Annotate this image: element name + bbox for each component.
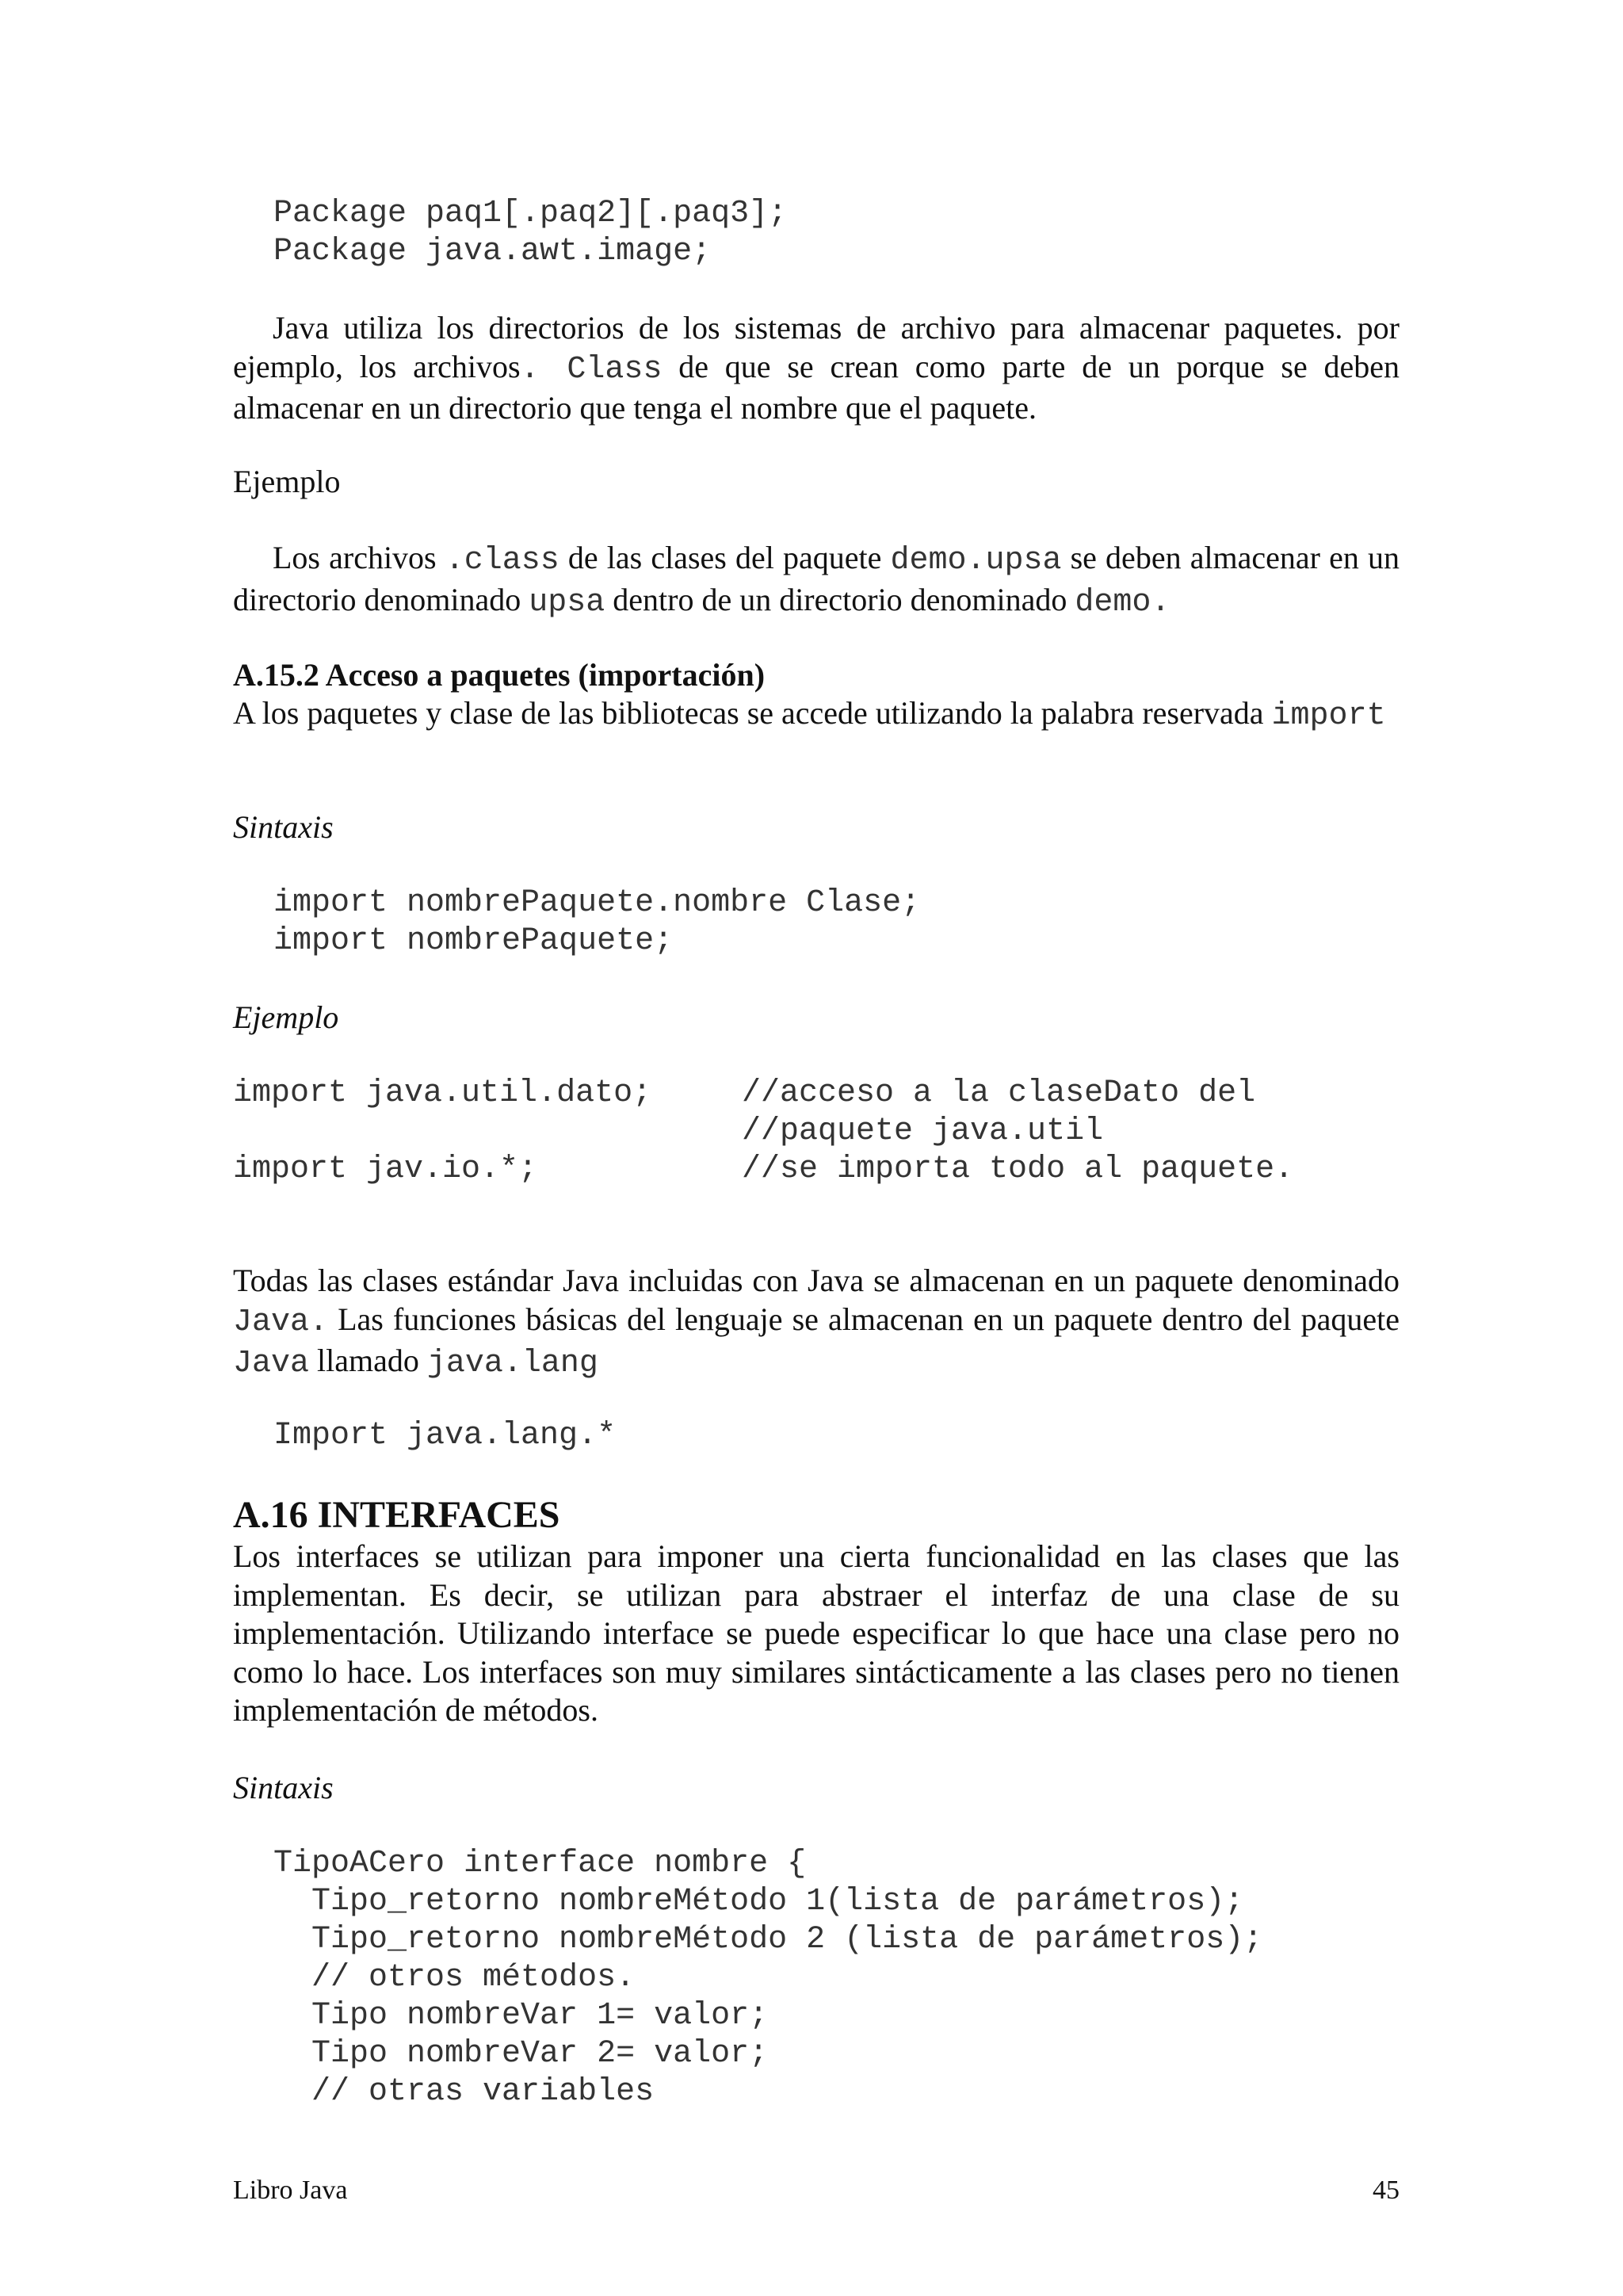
code-import-comment: //acceso a la claseDato del [742, 1075, 1256, 1111]
section-heading-a152: A.15.2 Acceso a paquetes (importación) [233, 657, 766, 693]
inline-code: demo.upsa [890, 543, 1062, 579]
paragraph-text: Java utiliza los directorios de los sistemas de archivo para almacenar paquetes. por ejemplo, los archivos [233, 310, 1400, 384]
label-ejemplo: Ejemplo [233, 464, 341, 499]
label-sintaxis-2: Sintaxis [233, 1770, 334, 1805]
code-line-import-1: import nombrePaquete.nombre Clase; [273, 885, 921, 921]
code-line-interface-3: Tipo_retorno nombreMétodo 2 (lista de parámetros); [273, 1922, 1263, 1958]
paragraph-text: llamado [309, 1343, 427, 1378]
code-line-interface-5: Tipo nombreVar 1= valor; [273, 1998, 769, 2034]
code-line-interface-6: Tipo nombreVar 2= valor; [273, 2036, 769, 2072]
code-import-stmt: import jav.io.*; [233, 1152, 538, 1187]
code-line-interface-7: // otras variables [273, 2074, 655, 2110]
inline-code: upsa [529, 584, 605, 621]
paragraph-interfaces: Los interfaces se utilizan para imponer una cierta funcionalidad en las clases que las implementan. Es decir, se utilizan para abstraer el interfaz de una clase de su implementación. Utilizando interface se puede especificar lo que hace una clase pero no como lo hace. Los interfaces son muy similares sintácticamente a las clases pero no tienen implementación de métodos. [233, 1538, 1400, 1728]
paragraph-text: Todas las clases estándar Java incluidas con Java se almacenan en un paquete denominado [233, 1263, 1400, 1298]
inline-code: Java. [233, 1304, 329, 1340]
paragraph-text: de que se crean como parte de un porque se deben almacenar en un directorio que tenga el nombre que el paquete. [233, 348, 1400, 426]
paragraph-text: Los archivos [273, 540, 445, 575]
footer-book-title: Libro Java [233, 2176, 348, 2205]
code-line-import-lang: Import java.lang.* [273, 1418, 617, 1454]
paragraph-text: A los paquetes y clase de las bibliotecas se accede utilizando la palabra reservada [233, 695, 1272, 731]
inline-code: import [1271, 698, 1386, 734]
paragraph-clases-estandar [233, 1262, 1400, 1384]
label-ejemplo-italic: Ejemplo [233, 999, 339, 1035]
code-line-interface-1: TipoACero interface nombre { [273, 1846, 807, 1881]
code-import-comment: //se importa todo al paquete. [742, 1152, 1294, 1187]
inline-code: .class [445, 543, 559, 579]
code-import-comment: //paquete java.util [742, 1114, 1104, 1149]
section-heading-a16: A.16 INTERFACES [233, 1494, 560, 1536]
code-line-interface-4: // otros métodos. [273, 1960, 636, 1996]
paragraph-text: Las funciones básicas del lenguaje se almacenan en un paquete dentro del paquete [328, 1301, 1400, 1337]
inline-code: Java [233, 1346, 310, 1381]
code-line-import-2: import nombrePaquete; [273, 923, 674, 959]
code-line-package-1: Package paq1[.paq2][.paq3]; [273, 196, 788, 231]
inline-code: java.lang [426, 1346, 598, 1381]
paragraph-archivos-class [233, 539, 1400, 622]
paragraph-text: de las clases del paquete [559, 540, 891, 575]
code-line-package-2: Package java.awt.image; [273, 234, 712, 269]
paragraph-acceso [233, 694, 1400, 736]
inline-code: . Class [520, 351, 663, 388]
footer-page-number: 45 [1373, 2176, 1400, 2205]
paragraph-text: se deben almacenar en un directorio denominado [233, 540, 1400, 617]
label-sintaxis: Sintaxis [233, 809, 334, 845]
inline-code: demo. [1075, 584, 1170, 621]
code-line-interface-2: Tipo_retorno nombreMétodo 1(lista de parámetros); [273, 1884, 1244, 1920]
paragraph-directorios [233, 309, 1400, 428]
paragraph-text: dentro de un directorio denominado [605, 581, 1075, 617]
code-import-stmt: import java.util.dato; [233, 1075, 652, 1111]
